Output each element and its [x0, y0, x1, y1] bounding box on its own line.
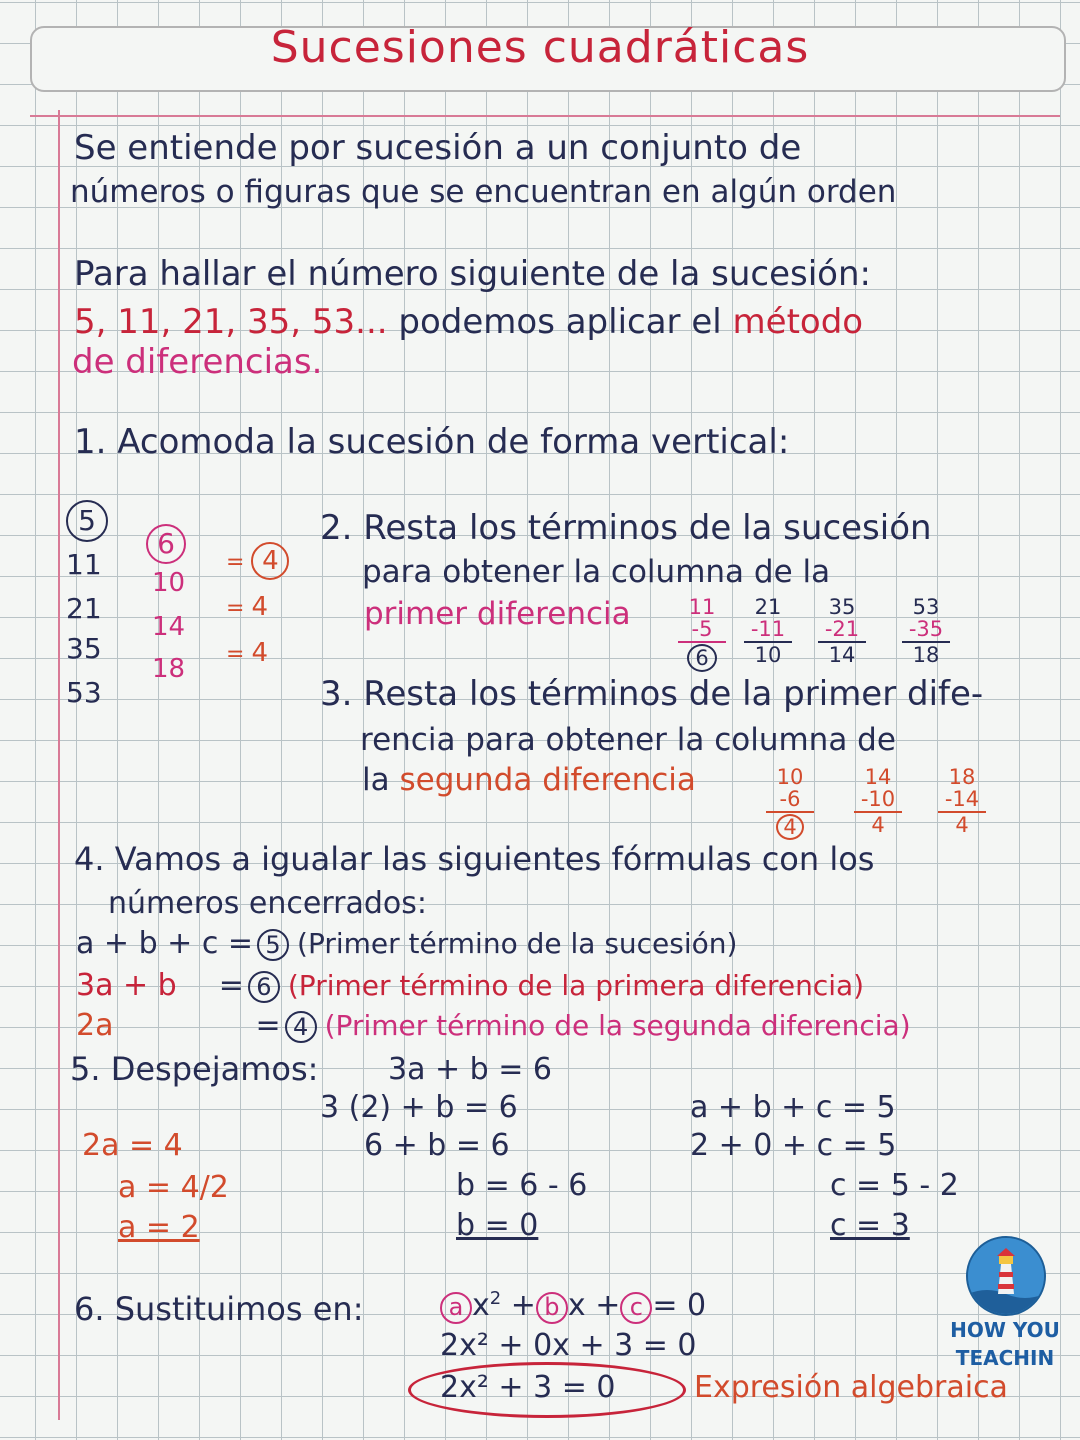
margin-line-vertical	[58, 110, 60, 1420]
substituted-formula: 2x² + 0x + 3 = 0	[440, 1328, 697, 1363]
first-diff-4: 18	[152, 654, 186, 684]
problem-line-2-text: podemos aplicar el	[398, 302, 722, 342]
term-4: 35	[66, 632, 102, 665]
page-title: Sucesiones cuadráticas	[270, 22, 810, 73]
first-diff-3: 14	[152, 612, 186, 642]
equation-1: a + b + c = 5 (Primer término de la sucesión)	[76, 926, 738, 961]
step-3-line-3: la segunda diferencia	[362, 762, 696, 798]
step-5-label: 5. Despejamos:	[70, 1050, 319, 1088]
step-5-right-1: a + b + c = 5	[690, 1090, 896, 1125]
second-diff-1: = 4	[226, 542, 289, 580]
step-1-text: 1. Acomoda la sucesión de forma vertical:	[74, 422, 790, 462]
problem-line-1: Para hallar el número siguiente de la sucesión:	[74, 254, 871, 294]
step-5-right-2: 2 + 0 + c = 5	[690, 1128, 897, 1163]
step-5-left-2: a = 4/2	[118, 1170, 229, 1205]
step-2-line-1: 2. Resta los términos de la sucesión	[320, 508, 932, 548]
step-2-line-2: para obtener la columna de la	[362, 554, 831, 590]
step-5-left-3: a = 2	[118, 1210, 200, 1245]
second-diff-3: = 4	[226, 638, 268, 668]
diff1-col-1: 11 -5 6	[672, 596, 732, 672]
step-5-mid-5: b = 0	[456, 1208, 539, 1243]
intro-line-1: Se entiende por sucesión a un conjunto de	[74, 128, 802, 168]
step-5-mid-1: 3a + b = 6	[388, 1052, 553, 1087]
term-2: 11	[66, 548, 102, 581]
step-4-line-2: números encerrados:	[108, 886, 427, 921]
equation-2: 3a + b = 6 (Primer término de la primera diferencia)	[76, 968, 865, 1003]
diff1-col-4: 53 -35 18	[896, 596, 956, 666]
step-5-mid-2: 3 (2) + b = 6	[320, 1090, 518, 1125]
problem-line-3: de diferencias.	[72, 342, 323, 382]
diff2-col-3: 18 -14 4	[932, 766, 992, 836]
intro-line-2: números o figuras que se encuentran en algún orden	[70, 174, 897, 210]
step-5-right-3: c = 5 - 2	[830, 1168, 959, 1203]
step-5-right-4: c = 3	[830, 1208, 910, 1243]
step-5-left-1: 2a = 4	[82, 1128, 183, 1163]
sequence-values: 5, 11, 21, 35, 53...	[74, 302, 388, 342]
term-1: 5	[66, 500, 108, 542]
method-word: método	[732, 302, 864, 342]
second-diff-2: = 4	[226, 592, 268, 622]
step-6-label: 6. Sustituimos en:	[74, 1290, 364, 1328]
equation-3: 2a = 4 (Primer término de la segunda diferencia)	[76, 1008, 911, 1043]
step-3-line-2: rencia para obtener la columna de	[360, 722, 896, 758]
problem-line-2	[74, 302, 863, 342]
step-5-mid-3: 6 + b = 6	[364, 1128, 510, 1163]
step-2-line-3: primer diferencia	[364, 596, 631, 632]
diff2-col-2: 14 -10 4	[848, 766, 908, 836]
logo-text-line-2: TEACHIN	[955, 1346, 1055, 1370]
step-3-line-1: 3. Resta los términos de la primer dife-	[320, 674, 984, 714]
diff2-col-1: 10 -6 4	[760, 766, 820, 840]
first-diff-1: 6	[146, 524, 186, 564]
general-formula: a $x^2 + b$ x + c = 0	[440, 1288, 706, 1324]
term-5: 53	[66, 676, 102, 709]
step-5-mid-4: b = 6 - 6	[456, 1168, 588, 1203]
diff1-col-2: 21 -11 10	[738, 596, 798, 666]
margin-line-horizontal	[30, 115, 1060, 117]
logo-text-line-1: HOW YOU	[950, 1318, 1060, 1342]
step-4-line-1: 4. Vamos a igualar las siguientes fórmulas con los	[74, 840, 875, 878]
first-diff-2: 10	[152, 568, 186, 598]
diff1-col-3: 35 -21 14	[812, 596, 872, 666]
result-label: Expresión algebraica	[694, 1370, 1008, 1405]
term-3: 21	[66, 592, 102, 625]
lighthouse-logo-icon	[966, 1236, 1046, 1316]
result-expression: 2x² + 3 = 0	[440, 1370, 616, 1405]
